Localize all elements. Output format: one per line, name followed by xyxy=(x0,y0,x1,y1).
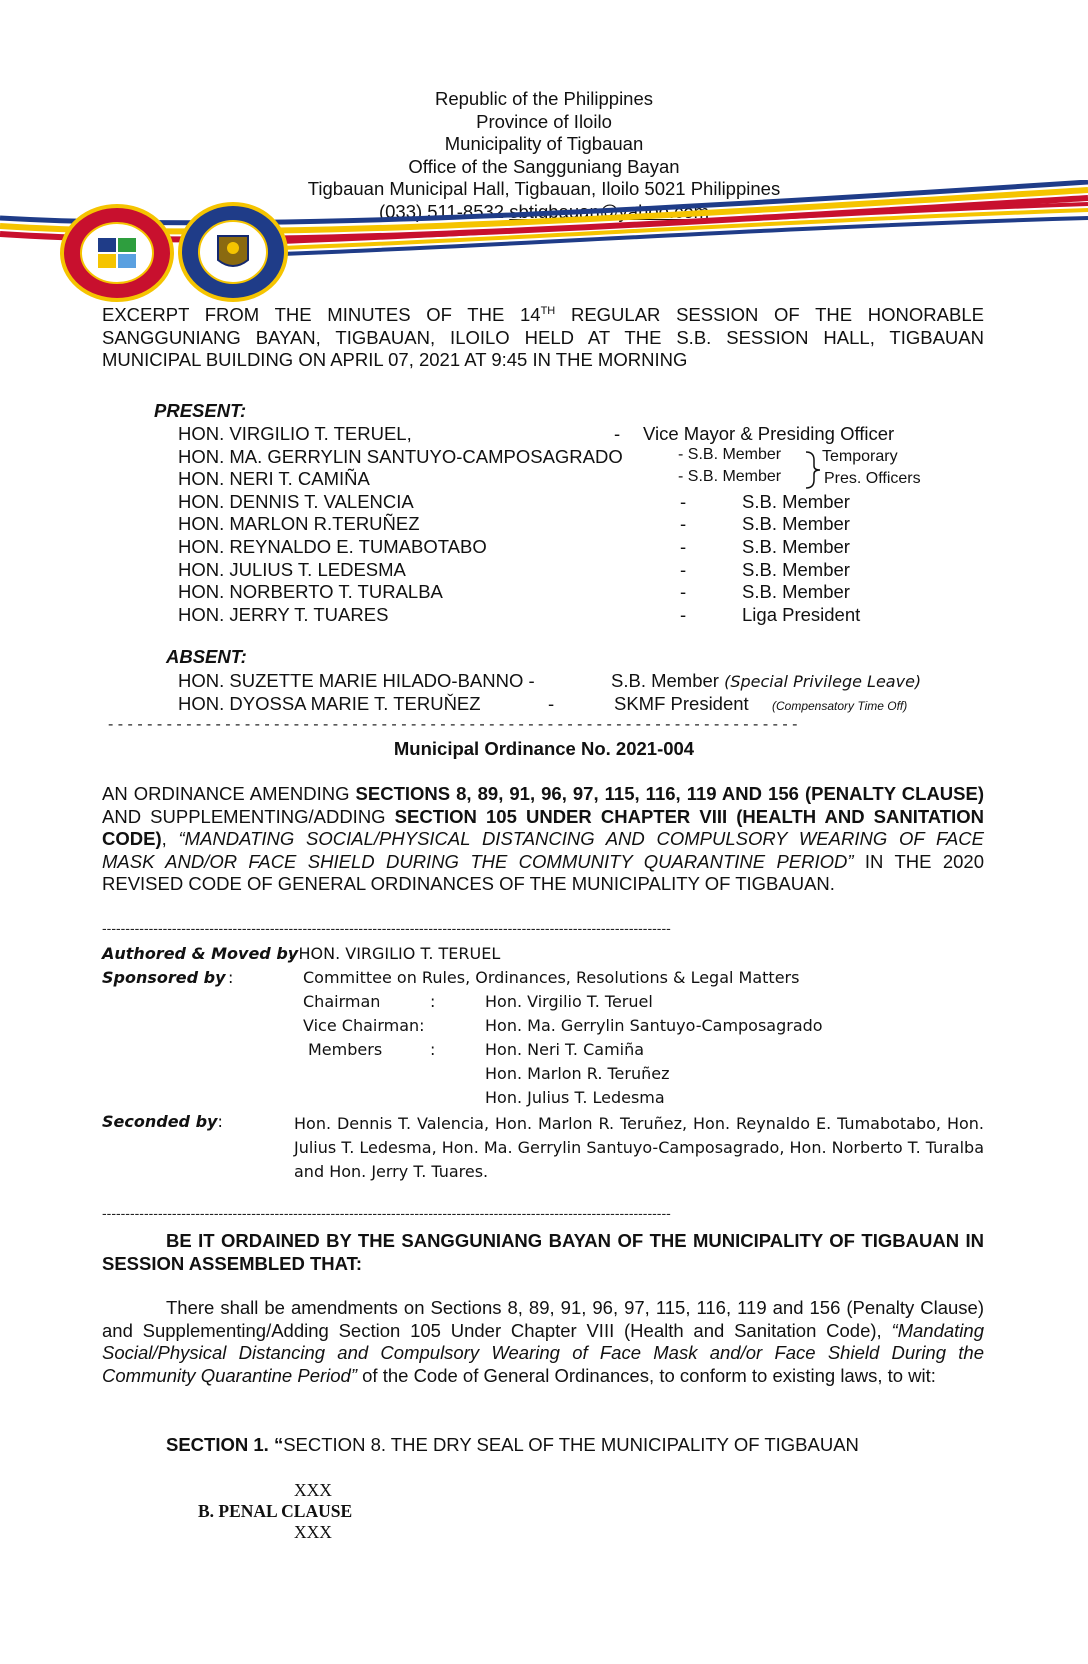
brace-icon xyxy=(804,450,822,490)
sponsored-colon: : xyxy=(228,968,234,987)
excerpt-line-2: SANGGUNIANG BAYAN, TIGBAUAN, ILOILO HELD AT THE S.B. SESSION HALL, TIGBAUAN xyxy=(102,326,984,348)
letterhead-address: Tigbauan Municipal Hall, Tigbauan, Iloilo 5021 Philippines xyxy=(307,178,781,199)
omission-mark: XXX xyxy=(294,1480,332,1500)
members-label: Members xyxy=(308,1040,383,1059)
ordaining-clause: BE IT ORDAINED BY THE SANGGUNIANG BAYAN OF THE MUNICIPALITY OF TIGBAUAN IN SESSION ASSEMBLED THAT: xyxy=(102,1230,984,1274)
present-member-dash: - xyxy=(614,423,621,444)
absent-role: SKMF President xyxy=(614,693,749,714)
amendment-paragraph: There shall be amendments on Sections 8, 89, 91, 96, 97, 115, 116, 119 and 156 (Penalty Clause) and Supplementing/Adding Section 105 Under Chapter VIII (Health and Sanitation Code), “Mandating Social/Physical Distancing and Compulsory Wearing of Face Mask and/or Face Shield During the Community Quarantine Period” of the Code of General Ordinances, to conform to existing laws, to wit: xyxy=(102,1297,984,1386)
excerpt-line-3: MUNICIPAL BUILDING ON APRIL 07, 2021 AT 9:45 IN THE MORNING xyxy=(102,349,688,371)
present-member-dash: - xyxy=(680,513,687,535)
committee-name: Committee on Rules, Ordinances, Resolutions & Legal Matters xyxy=(303,968,800,987)
member-name: Hon. Julius T. Ledesma xyxy=(485,1088,665,1107)
seconded-value: Hon. Dennis T. Valencia, Hon. Marlon R. Teruñez, Hon. Reynaldo E. Tumabotabo, Hon. Julius T. Ledesma, Hon. Ma. Gerrylin Santuyo-Camposagrado, Hon. Norberto T. Turalba and Hon. Jerry T. Tuares. xyxy=(294,1114,985,1181)
present-member-role: S.B. Member xyxy=(742,490,850,512)
ordinance-number: Municipal Ordinance No. 2021-004 xyxy=(393,738,695,759)
vice-chairman-value: Hon. Ma. Gerrylin Santuyo-Camposagrado xyxy=(485,1016,823,1035)
present-member-role: Pres. Officers xyxy=(824,470,921,488)
chairman-label: Chairman xyxy=(303,992,381,1011)
present-member-role: Temporary xyxy=(822,447,898,465)
sponsored-label: Sponsored by xyxy=(102,968,226,987)
absent-dash: - xyxy=(548,693,555,714)
present-member-name: HON. MARLON R.TERUÑEZ xyxy=(178,513,420,535)
present-member-name: HON. JERRY T. TUARES xyxy=(178,603,389,625)
seconded-label: Seconded by: xyxy=(102,1112,223,1131)
members-colon: : xyxy=(430,1040,436,1059)
letterhead-province: Province of Iloilo xyxy=(476,110,612,132)
present-member-role: Liga President xyxy=(742,603,861,625)
chairman-value: Hon. Virgilio T. Teruel xyxy=(485,992,653,1011)
present-member-dash: - xyxy=(680,536,687,557)
minutes-excerpt xyxy=(102,300,984,372)
letterhead-municipality: Municipality of Tigbauan xyxy=(444,133,644,154)
section-1-heading: SECTION 1. “SECTION 8. THE DRY SEAL OF THE MUNICIPALITY OF TIGBAUAN xyxy=(166,1434,859,1455)
present-member-dash: - xyxy=(680,490,687,512)
absent-note: (Compensatory Time Off) xyxy=(772,699,908,713)
municipality-seal-icon xyxy=(60,204,174,302)
present-member-role: S.B. Member xyxy=(742,536,850,557)
omission-mark: XXX xyxy=(294,1522,332,1542)
present-member-name: HON. VIRGILIO T. TERUEL, xyxy=(178,423,412,444)
letterhead-republic: Republic of the Philippines xyxy=(434,88,654,109)
letterhead-office: Office of the Sangguniang Bayan xyxy=(408,155,680,177)
present-member-name: HON. NORBERTO T. TURALBA xyxy=(178,581,443,603)
letterhead-phone: (033) 511-8532 xyxy=(378,200,510,222)
vice-chairman-label: Vice Chairman: xyxy=(303,1016,425,1035)
excerpt-line-1: EXCERPT FROM THE MINUTES OF THE 14TH REGULAR SESSION OF THE HONORABLE xyxy=(102,304,984,326)
letterhead-email[interactable]: sbtigbauan@yahoo.com xyxy=(509,200,710,222)
present-member-dash: - S.B. Member xyxy=(678,445,782,463)
present-member-dash: - xyxy=(680,603,687,625)
authored-label: Authored & Moved by xyxy=(102,944,299,963)
absent-name: HON. DYOSSA MARIE T. TERUŇEZ xyxy=(178,693,481,714)
present-member-role: S.B. Member xyxy=(742,558,850,580)
present-member-role: Vice Mayor & Presiding Officer xyxy=(643,423,895,444)
sangguniang-bayan-seal-icon xyxy=(178,202,288,302)
present-member-role: S.B. Member xyxy=(742,513,850,535)
member-name: Hon. Marlon R. Teruñez xyxy=(485,1064,670,1083)
member-name: Hon. Neri T. Camiña xyxy=(485,1040,645,1059)
separator: -------------------------------------------------------------------------------------------------------------------------- xyxy=(102,920,671,936)
present-member-name: HON. JULIUS T. LEDESMA xyxy=(178,558,406,580)
penal-clause-heading: B. PENAL CLAUSE xyxy=(198,1501,353,1521)
separator: - - - - - - - - - - - - - - - - - - - - - - - - - - - - - - - - - - - - - - - - - - - - - - - - - - - - - - - - - - - - - - - - - - - - - - - xyxy=(108,716,798,733)
absent-name: HON. SUZETTE MARIE HILADO-BANNO - xyxy=(178,670,535,691)
present-member-dash: - S.B. Member xyxy=(678,468,782,486)
authored-value: : HON. VIRGILIO T. TERUEL xyxy=(288,944,501,963)
separator: -------------------------------------------------------------------------------------------------------------------------- xyxy=(102,1205,671,1221)
present-label: PRESENT: xyxy=(154,400,247,421)
present-member-name: HON. REYNALDO E. TUMABOTABO xyxy=(178,536,487,557)
present-member-dash: - xyxy=(680,558,687,580)
present-member-name: HON. DENNIS T. VALENCIA xyxy=(178,490,414,512)
absent-label: ABSENT: xyxy=(166,646,247,667)
ordinance-title-text: AN ORDINANCE AMENDING SECTIONS 8, 89, 91, 96, 97, 115, 116, 119 AND 156 (PENALTY CLAUSE) AND SUPPLEMENTING/ADDING SECTION 105 UNDER CHAPTER VIII (HEALTH AND SANITATION CODE), “MANDATING SOCIAL/PHYSICAL DISTANCING AND COMPULSORY WEARING OF FACE MASK AND/OR FACE SHIELD DURING THE COMMUNITY QUARANTINE PERIOD” IN THE 2020 REVISED CODE OF GENERAL ORDINANCES OF THE MUNICIPALITY OF TIGBAUAN. xyxy=(102,783,985,894)
chairman-colon: : xyxy=(430,992,436,1011)
present-member-name: HON. NERI T. CAMIÑA xyxy=(178,468,370,490)
absent-role: S.B. Member (Special Privilege Leave) xyxy=(611,670,922,691)
present-member-name: HON. MA. GERRYLIN SANTUYO-CAMPOSAGRADO xyxy=(178,445,623,467)
present-member-role: S.B. Member xyxy=(742,581,850,603)
present-member-dash: - xyxy=(680,581,687,603)
